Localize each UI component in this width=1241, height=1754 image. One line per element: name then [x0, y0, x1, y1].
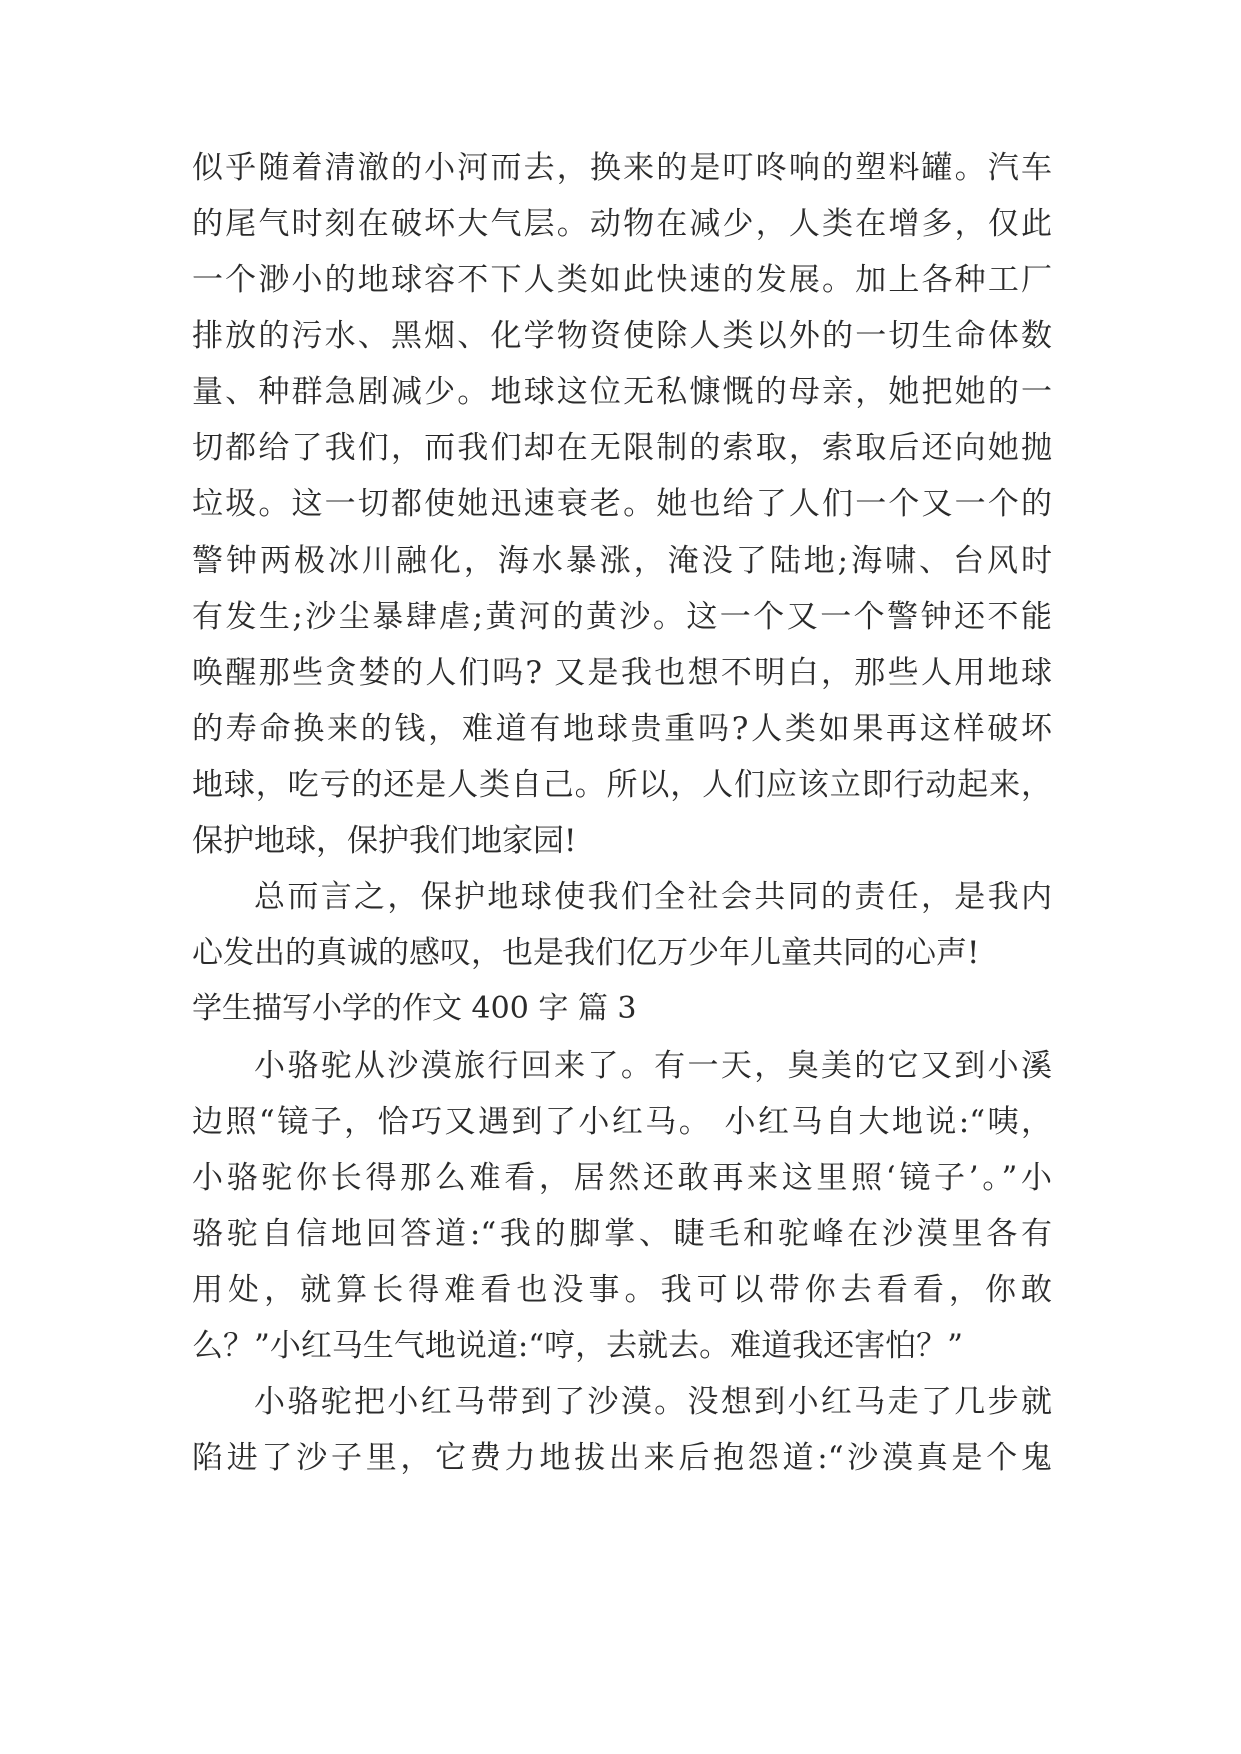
section-heading: 学生描写小学的作文 400 字 篇 3: [192, 991, 637, 1026]
paragraph-line: 切都给了我们，而我们却在无限制的索取，索取后还向她抛: [192, 430, 1052, 466]
paragraph-line: 陷进了沙子里，它费力地拔出来后抱怨道:“沙漠真是个鬼: [192, 1440, 1052, 1476]
paragraph-line: 有发生;沙尘暴肆虐;黄河的黄沙。这一个又一个警钟还不能: [192, 599, 1052, 635]
paragraph-line: 小骆驼从沙漠旅行回来了。有一天，臭美的它又到小溪: [254, 1048, 1052, 1084]
paragraph-line: 保护地球，保护我们地家园!: [192, 823, 577, 859]
paragraph-line: 小骆驼你长得那么难看，居然还敢再来这里照‘镜子’。”小: [192, 1160, 1052, 1196]
paragraph-line: 排放的污水、黑烟、化学物资使除人类以外的一切生命体数: [192, 318, 1052, 354]
paragraph-line: 总而言之，保护地球使我们全社会共同的责任，是我内: [254, 879, 1052, 915]
paragraph-line: 量、种群急剧减少。地球这位无私慷慨的母亲，她把她的一: [192, 374, 1052, 410]
paragraph-line: 似乎随着清澈的小河而去，换来的是叮咚响的塑料罐。汽车: [192, 150, 1052, 186]
paragraph-line: 唤醒那些贪婪的人们吗? 又是我也想不明白，那些人用地球: [192, 655, 1052, 691]
paragraph-line: 垃圾。这一切都使她迅速衰老。她也给了人们一个又一个的: [192, 486, 1052, 522]
paragraph-line: 么？”小红马生气地说道:“哼，去就去。难道我还害怕？”: [192, 1328, 963, 1364]
paragraph-line: 的寿命换来的钱，难道有地球贵重吗?人类如果再这样破坏: [192, 711, 1052, 747]
paragraph-line: 用处，就算长得难看也没事。我可以带你去看看，你敢: [192, 1272, 1052, 1308]
paragraph-line: 骆驼自信地回答道:“我的脚掌、睫毛和驼峰在沙漠里各有: [192, 1216, 1052, 1252]
paragraph-line: 警钟两极冰川融化，海水暴涨，淹没了陆地;海啸、台风时: [192, 543, 1052, 579]
paragraph-line: 小骆驼把小红马带到了沙漠。没想到小红马走了几步就: [254, 1384, 1052, 1420]
paragraph-line: 一个渺小的地球容不下人类如此快速的发展。加上各种工厂: [192, 262, 1052, 298]
paragraph-line: 心发出的真诚的感叹，也是我们亿万少年儿童共同的心声!: [192, 935, 980, 971]
paragraph-line: 边照“镜子，恰巧又遇到了小红马。 小红马自大地说:“咦，: [192, 1104, 1052, 1140]
paragraph-line: 的尾气时刻在破坏大气层。动物在减少，人类在增多，仅此: [192, 206, 1052, 242]
paragraph-line: 地球，吃亏的还是人类自己。所以，人们应该立即行动起来，: [192, 767, 1052, 803]
